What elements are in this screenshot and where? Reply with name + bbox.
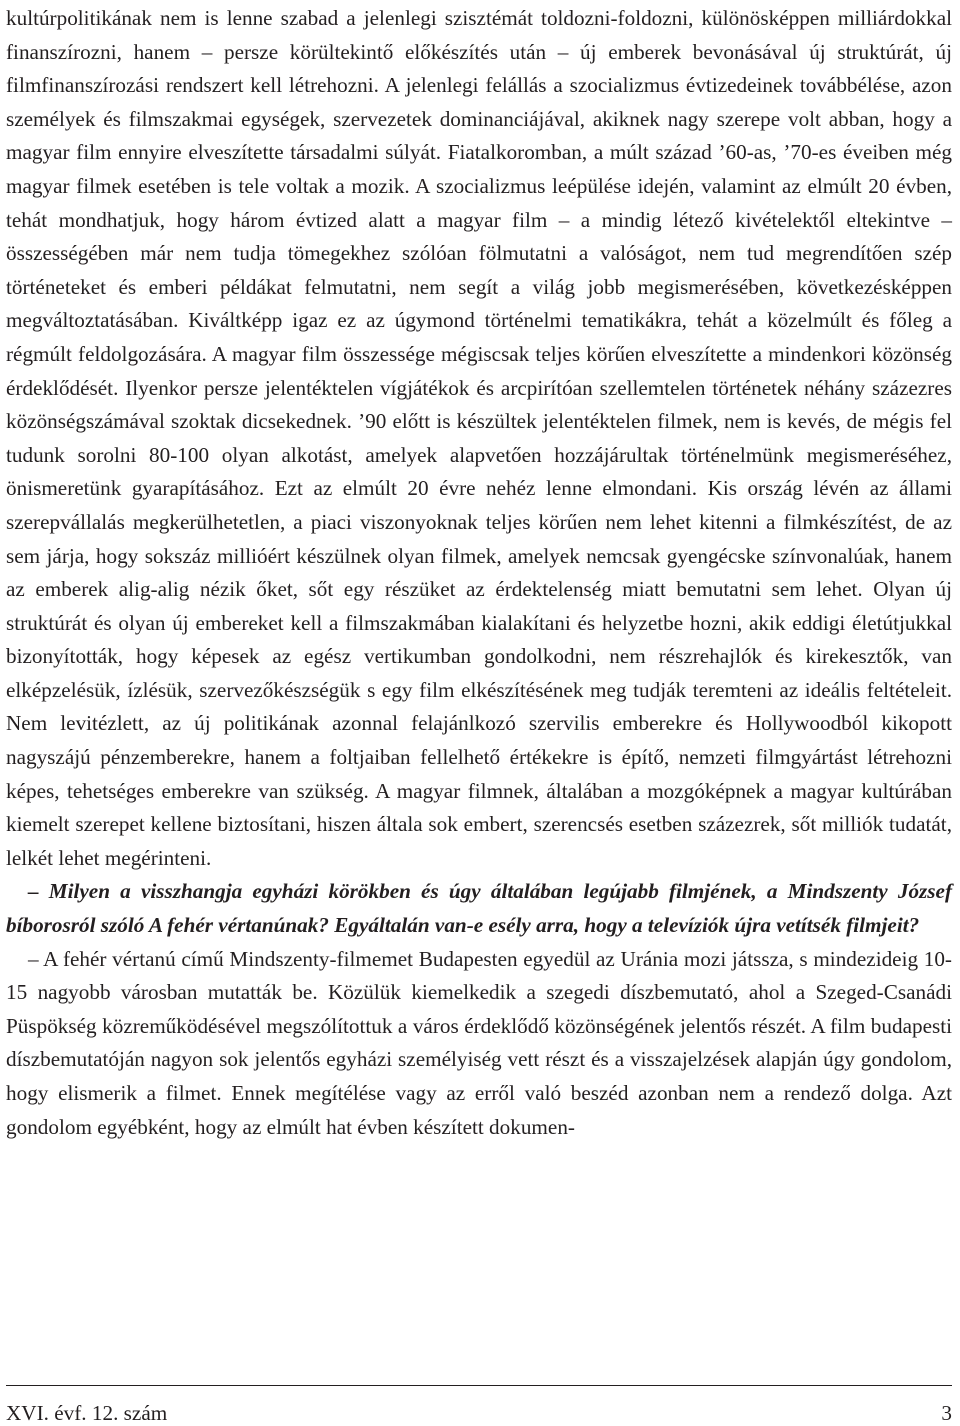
issue-label: XVI. évf. 12. szám [6, 1401, 168, 1425]
page-number: 3 [941, 1401, 952, 1425]
body-paragraph: kultúrpolitikának nem is lenne szabad a jelenlegi szisztémát toldozni-foldozni, különösképpen milliárdokkal finanszírozni, hanem – persze körültekintő előkészítés után – új emberek bevonásával új struktúrát, új filmfinanszírozási rendszert kell létrehozni. A jelenlegi felállás a szocializmus évtizedeinek továbbélése, azon személyek és filmszakmai egységek, szervezetek dominanciájával, akiknek nagy szerepe volt abban, hogy a magyar film ennyire elveszítette társadalmi súlyát. Fiatalkoromban, a múlt század ’60-as, ’70-es éveiben még magyar filmek esetében is tele voltak a mozik. A szocializmus leépülése idején, valamint az elmúlt 20 évben, tehát mondhatjuk, hogy három évtized alatt a magyar film – a mindig létező kivételektől eltekintve – összességében már nem tudja tömegekhez szólóan fölmutatni a valóságot, nem tud megrendítően szép történeteket és emberi példákat felmutatni, nem segít a világ jobb megismerésében, következésképpen megváltoztatásában. Kiváltképp igaz ez az úgymond történelmi tematikákra, tehát a közelmúlt és főleg a régmúlt feldolgozására. A magyar film összessége mégiscsak teljes körűen elveszítette a mindenkori közönség érdeklődését. Ilyenkor persze jelentéktelen vígjátékok és arcpirítóan szellemtelen történetek néhány százezres közönségszámával szoktak dicsekednek. ’90 előtt is készültek jelentéktelen filmek, nem is kevés, de mégis fel tudunk sorolni 80-100 olyan alkotást, amelyek alapvetően hozzájárultak történelmünk megismeréséhez, önismeretünk gyarapításához. Ezt az elmúlt 20 évre nehéz lenne elmondani. Kis ország lévén az állami szerepvállalás megkerülhetetlen, a piaci viszonyoknak teljes körűen nem lehet kitenni a filmkészítést, de az sem járja, hogy sokszáz millióért készülnek olyan filmek, amelyek nemcsak gyengécske színvonalúak, hanem az emberek alig-alig nézik őket, sőt egy részüket az érdektelenség miatt bemutatni sem lehet. Olyan új struktúrát és olyan új embereket kell a filmszakmában kialakítani és helyzetbe hozni, akik eddigi életútjukkal bizonyították, hogy képesek az egész vertikumban gondolkodni, nem részrehajlók és kirekesztők, van elképzelésük, ízlésük, szervezőkészségük s egy film elkészítésének meg tudják teremteni az ideális feltételeit. Nem levitézlett, az új politikának azonnal felajánlkozó szervilis emberekre és Hollywoodból kikopott nagyszájú pénzemberekre, hanem a foltjaiban fellelhető értékekre is építő, nemzeti filmgyártást létrehozni képes, tehetséges emberekre van szükség. A magyar filmnek, általában a mozgóképnek a magyar kultúrában kiemelt szerepet kellene biztosítani, hiszen általa sok embert, szerencsés esetben százezrek, sőt milliók tudatát, lelkét lehet megérinteni. [6, 6, 952, 870]
interview-question: – Milyen a visszhangja egyházi körökben és úgy általában legújabb filmjének, a Mindszenty József bíborosról szóló A fehér vértanúnak? Egyáltalán van-e esély arra, hogy a televíziók újra vetítsék filmjeit? [6, 879, 952, 938]
page-footer [6, 1400, 952, 1426]
footer-divider [6, 1385, 952, 1386]
interview-answer: – A fehér vértanú című Mindszenty-filmemet Budapesten egyedül az Uránia mozi játssza, s mindezideig 10-15 nagyobb városban mutatták be. Közülük kiemelkedik a szegedi díszbemutató, ahol a Szeged-Csanádi Püspökség közreműködésével megszólítottuk a város érdeklődő közönségének jelentős részét. A film budapesti díszbemutatóján nagyon sok jelentős egyházi személyiség vett részt és a visszajelzések alapján úgy gondolom, hogy elismerik a filmet. Ennek megítélése vagy az erről való beszéd azonban nem a rendező dolga. Azt gondolom egyébként, hogy az elmúlt hat évben készített dokumen- [6, 946, 952, 1139]
article-body [6, 0, 952, 1144]
